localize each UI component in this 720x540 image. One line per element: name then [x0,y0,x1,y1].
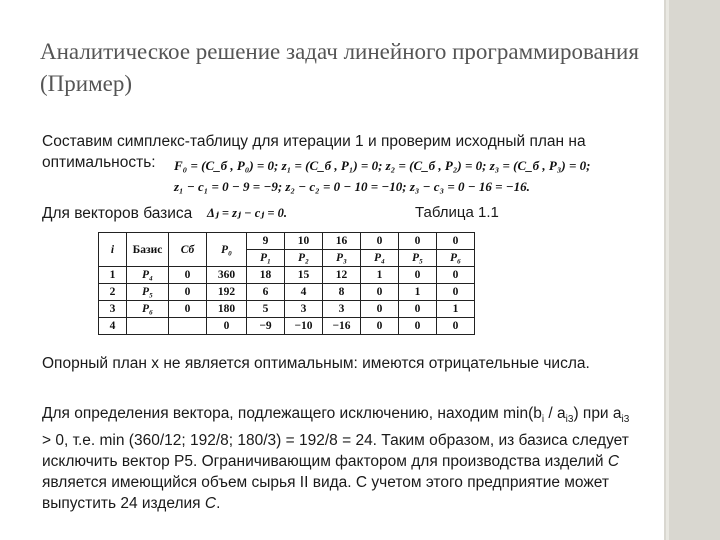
simplex-table [98,232,475,335]
value-cell: 3 [323,301,361,318]
intro-paragraph: Составим симплекс-таблицу для итерации 1 и проверим исходный план на оптимальность: [42,133,586,171]
paragraph-exclusion [42,403,632,514]
row-index-cell: 4 [99,318,127,335]
table-row [99,284,475,301]
value-cell: 1 [399,284,437,301]
table-row [99,301,475,318]
value-cell: 4 [285,284,323,301]
p0-cell: 180 [207,301,247,318]
vector-header-cell: P₅ [399,250,437,267]
delta-formula: Δⱼ = zⱼ − cⱼ = 0. [203,205,291,221]
row-index-cell: 2 [99,284,127,301]
vector-header-cell: P₁ [247,250,285,267]
value-cell: 0 [361,301,399,318]
value-cell: 8 [323,284,361,301]
p3-part1: Для определения вектора, подлежащего исключению, находим min(b [42,405,542,422]
value-cell: 1 [361,267,399,284]
p3-italic-c2: С [204,495,217,513]
table-row [99,267,475,284]
band-stripe [666,0,669,540]
vector-header-cell: P₃ [323,250,361,267]
value-cell: −16 [323,318,361,335]
value-cell: 6 [247,284,285,301]
header-p0: P₀ [207,233,247,267]
cb-cell: 0 [169,284,207,301]
vector-header-cell: P₂ [285,250,323,267]
table-caption: Таблица 1.1 [415,204,499,221]
cb-cell: 0 [169,301,207,318]
cb-cell: 0 [169,267,207,284]
basis-cell: P₄ [127,267,169,284]
basis-cell: P₅ [127,284,169,301]
p3-part4: > 0, т.е. min (360/12; 192/8; 180/3) = 192/8 = 24. Таким образом, из базиса следует исключить вектор P5. Ограничивающим фактором для производства изделий [42,432,629,471]
value-cell: 3 [285,301,323,318]
value-cell: 1 [437,301,475,318]
value-cell: 0 [437,267,475,284]
vector-header-cell: P₄ [361,250,399,267]
value-cell: 15 [285,267,323,284]
table-row-evaluation [99,318,475,335]
value-cell: 18 [247,267,285,284]
basis-cell: P₆ [127,301,169,318]
value-cell: 0 [437,284,475,301]
value-cell: 0 [399,267,437,284]
slide-title: Аналитическое решение задач линейного программирования (Пример) [40,39,639,96]
value-cell: 12 [323,267,361,284]
p3-sub-i3b: i3 [621,414,630,426]
paragraph-plan-not-optimal: Опорный план x не является оптимальным: имеются отрицательные числа. [42,355,590,372]
cb-cell [169,318,207,335]
basis-paragraph: Для векторов базиса [42,205,193,222]
value-cell: −9 [247,318,285,335]
basis-cell [127,318,169,335]
p3-part3: ) при a [573,405,622,422]
p0-cell: 192 [207,284,247,301]
p3-sub-i3: i3 [565,414,574,426]
value-cell: 5 [247,301,285,318]
cost-cell: 0 [399,233,437,250]
row-index-cell: 1 [99,267,127,284]
p3-sub-i: i [541,414,545,426]
value-cell: 0 [437,318,475,335]
header-cb: Cб [169,233,207,267]
table-header-row-costs [99,233,475,250]
p3-part6: . [216,495,221,513]
cost-cell: 16 [323,233,361,250]
cost-cell: 0 [437,233,475,250]
header-i: i [99,233,127,267]
header-basis: Базис [127,233,169,267]
p0-cell: 0 [207,318,247,335]
value-cell: 0 [361,284,399,301]
vector-header-cell: P₆ [437,250,475,267]
p3-part5: является имеющийся объем сырья II вида. С учетом этого предприятие может выпустить 24 изделия [42,474,609,513]
cost-cell: 0 [361,233,399,250]
p3-part2: / a [544,405,566,422]
value-cell: 0 [361,318,399,335]
row-index-cell: 3 [99,301,127,318]
cost-cell: 9 [247,233,285,250]
formula-line-2: z₁ − c₁ = 0 − 9 = −9; z₂ − c₂ = 0 − 10 = −10; z₃ − c₃ = 0 − 16 = −16. [166,177,538,197]
value-cell: 0 [399,318,437,335]
cost-cell: 10 [285,233,323,250]
p3-italic-c1: С [607,453,620,471]
value-cell: 0 [399,301,437,318]
value-cell: −10 [285,318,323,335]
right-decorative-band [664,0,720,540]
p0-cell: 360 [207,267,247,284]
formula-line-1: F₀ = (C_б , P₀) = 0; z₁ = (C_б , P₁) = 0; z₂ = (C_б , P₂) = 0; z₃ = (C_б , P₃) = 0; [166,156,598,176]
